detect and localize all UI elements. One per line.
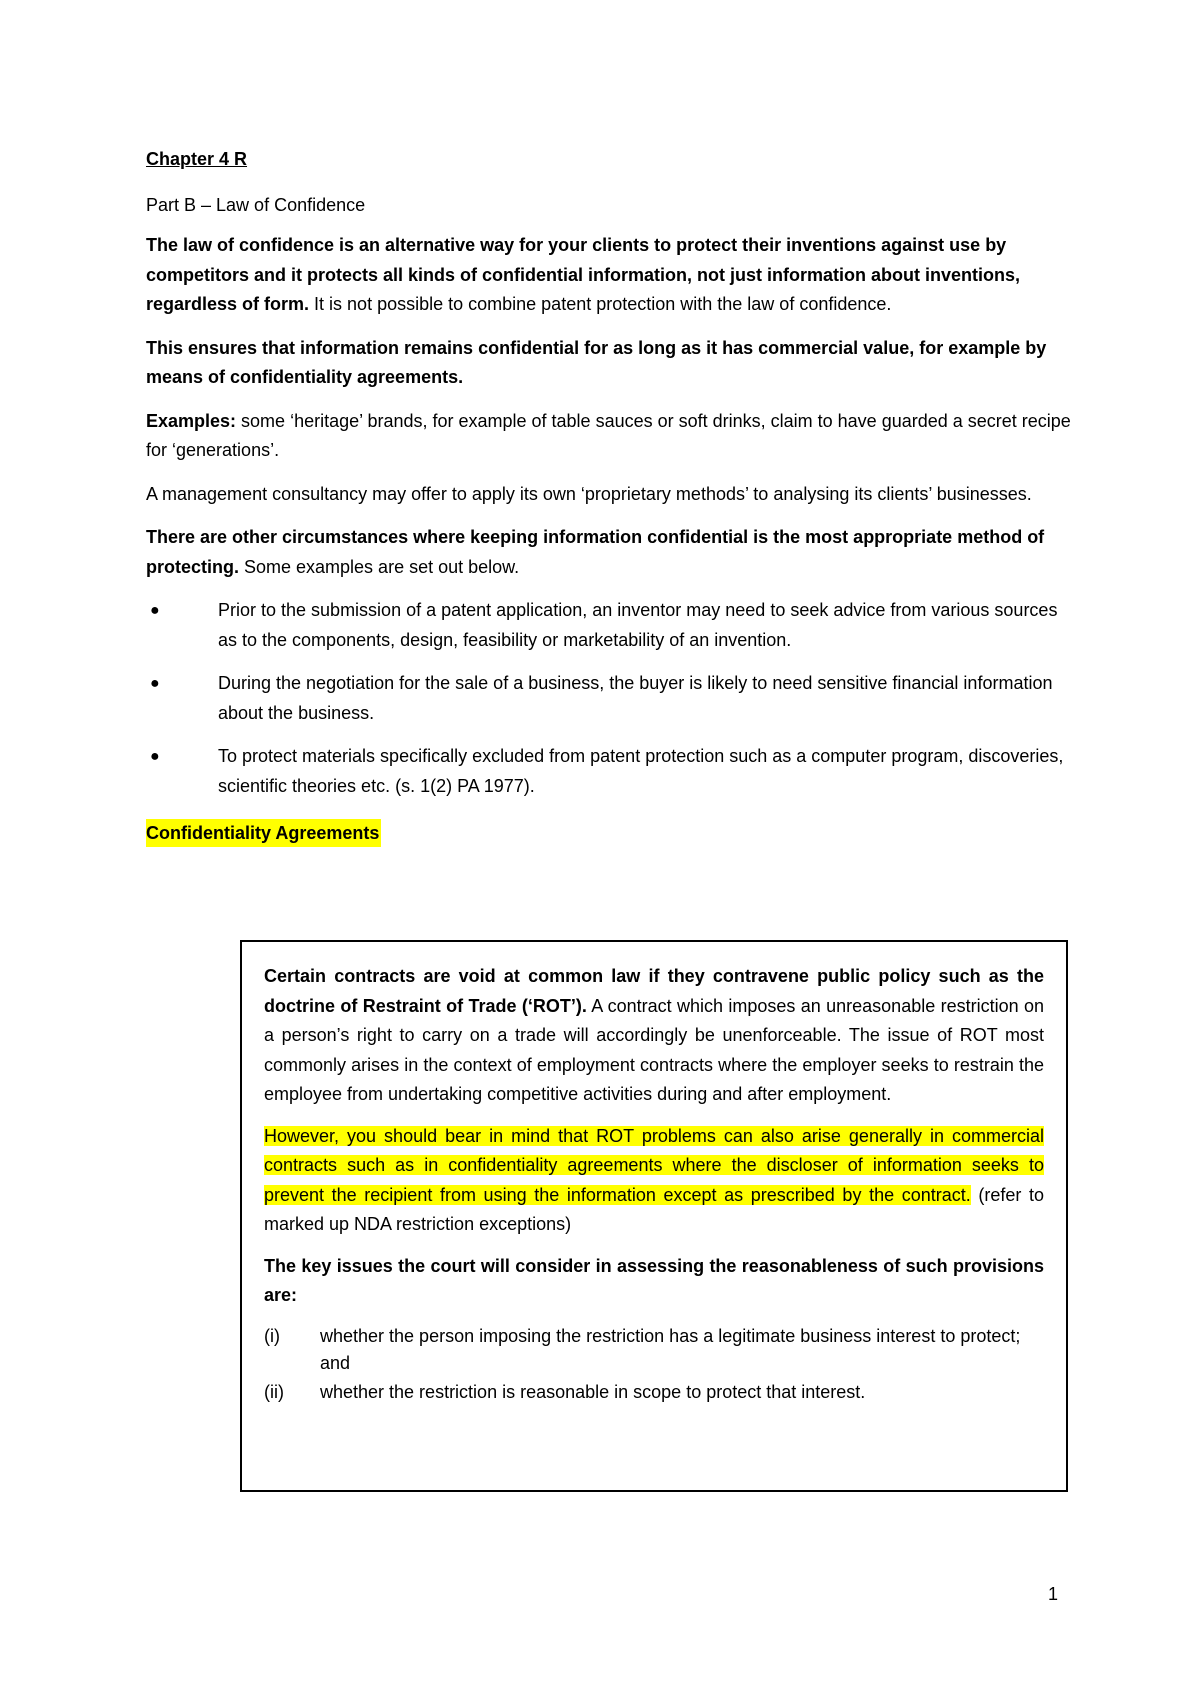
bullet-icon: ● xyxy=(150,675,160,692)
list-item-number: (ii) xyxy=(264,1381,284,1402)
list-item xyxy=(146,669,1076,728)
key-issues-list xyxy=(264,1323,1044,1406)
bullet-list xyxy=(146,596,1076,801)
list-item-text: whether the person imposing the restriction has a legitimate business interest to protect; and xyxy=(320,1325,1021,1373)
paragraph-law-of-confidence xyxy=(146,231,1076,320)
chapter-title: Chapter 4 R xyxy=(146,149,248,169)
list-item xyxy=(146,596,1076,655)
paragraph-text: Some examples are set out below. xyxy=(239,556,520,577)
paragraph-bold-text: The law of confidence is an alternative way for your clients to protect their inventions against use by competitors and it protects all kinds of confidential information, not just information about inventions, regardless of form. xyxy=(146,235,1021,314)
paragraph-text: It is not possible to combine patent protection with the law of confidence. xyxy=(309,294,892,314)
box-bold-text: Certain contracts are void at common law if they contravene public policy such as the doctrine of Restraint of Trade (‘ROT’). xyxy=(264,966,1044,1016)
examples-label: Examples: xyxy=(146,410,237,431)
section-heading-confidentiality-agreements: Confidentiality Agreements xyxy=(146,819,381,847)
list-item-text: whether the restriction is reasonable in scope to protect that interest. xyxy=(320,1381,866,1402)
list-item xyxy=(146,742,1076,801)
box-paragraph-key-issues: The key issues the court will consider in assessing the reasonableness of such provisions are: xyxy=(264,1255,1044,1305)
bullet-icon: ● xyxy=(150,748,160,765)
list-item-text: Prior to the submission of a patent application, an inventor may need to seek advice from various sources as to the components, design, feasibility or marketability of an invention. xyxy=(218,600,1058,650)
list-item xyxy=(264,1323,1044,1377)
list-item xyxy=(264,1379,1044,1406)
list-item-text: During the negotiation for the sale of a business, the buyer is likely to need sensitive financial information about the business. xyxy=(218,673,1053,723)
paragraph-management-consultancy: A management consultancy may offer to apply its own ‘proprietary methods’ to analysing its clients’ businesses. xyxy=(146,483,1032,504)
paragraph-examples xyxy=(146,407,1076,466)
paragraph-other-circumstances xyxy=(146,523,1076,582)
paragraph-commercial-value: This ensures that information remains confidential for as long as it has commercial value, for example by means of confidentiality agreements. xyxy=(146,337,1047,387)
box-text: (refer to marked up NDA restriction exceptions) xyxy=(264,1184,1044,1234)
examples-text: some ‘heritage’ brands, for example of table sauces or soft drinks, claim to have guarded a secret recipe for ‘generations’. xyxy=(146,410,1071,460)
box-text: A contract which imposes an unreasonable restriction on a person’s right to carry on a trade will accordingly be unenforceable. The issue of ROT most commonly arises in the context of employment contracts where the employer seeks to restrain the employee from undertaking competitive activities during and after employment. xyxy=(264,995,1044,1104)
document-body xyxy=(146,145,1076,847)
bullet-icon: ● xyxy=(150,602,160,619)
highlighted-text: However, you should bear in mind that ROT problems can also arise generally in commercial contracts such as in confidentiality agreements where the discloser of information seeks to prevent the recipient from using the information except as prescribed by the contract. xyxy=(264,1125,1044,1205)
restraint-of-trade-box xyxy=(240,940,1068,1492)
box-paragraph-highlighted xyxy=(264,1122,1044,1240)
list-item-text: To protect materials specifically excluded from patent protection such as a computer program, discoveries, scientific theories etc. (s. 1(2) PA 1977). xyxy=(218,746,1064,796)
page-number: 1 xyxy=(1048,1584,1059,1604)
box-paragraph-rot xyxy=(264,962,1044,1110)
list-item-number: (i) xyxy=(264,1325,280,1346)
paragraph-bold-text: There are other circumstances where keeping information confidential is the most appropriate method of protecting. xyxy=(146,527,1045,577)
part-subtitle: Part B – Law of Confidence xyxy=(146,195,366,215)
